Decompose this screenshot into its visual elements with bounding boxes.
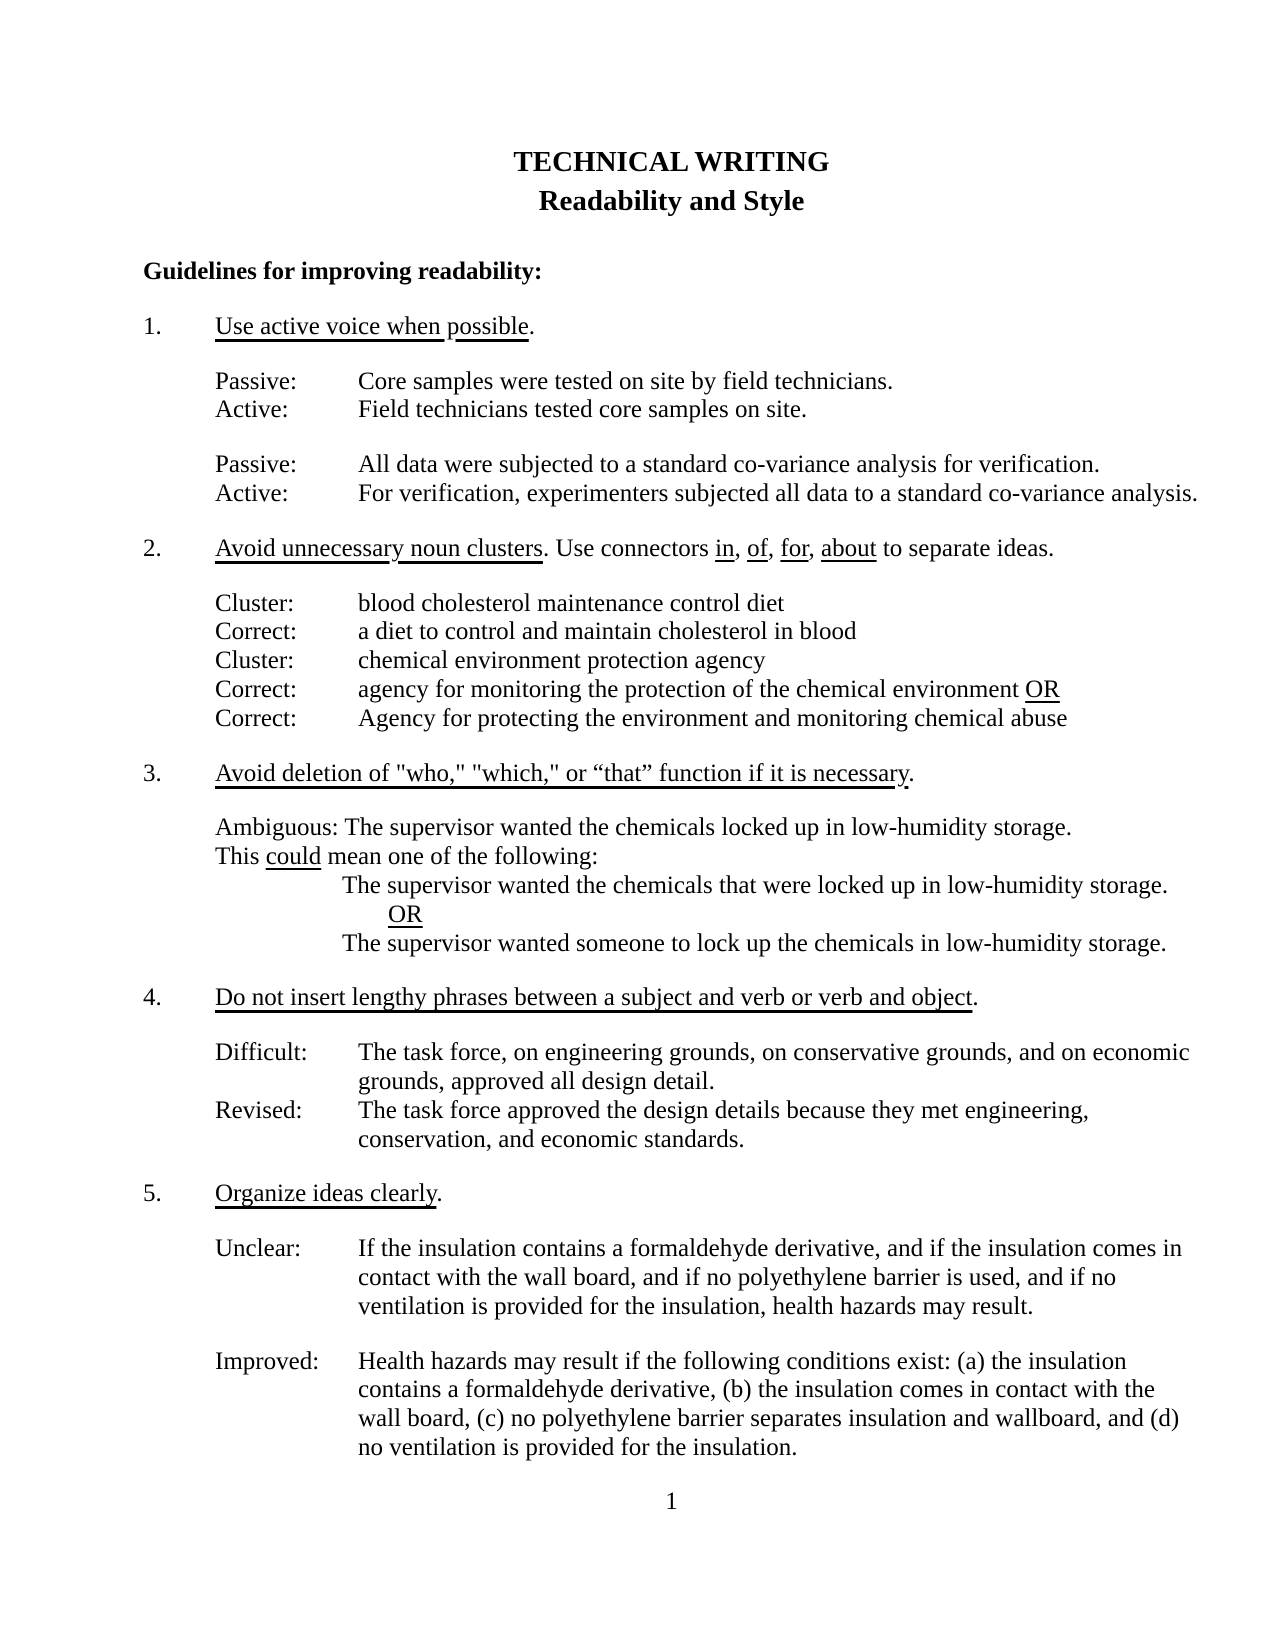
could-line: This could mean one of the following: [215,843,599,871]
guideline-5-number: 5. [143,1180,162,1208]
example-label: Active: [215,396,289,424]
option-line-2: The supervisor wanted someone to lock up the chemicals in low-humidity storage. [342,929,1167,957]
example-row [215,590,1200,619]
guideline-3-body [215,814,1200,958]
example-label: Passive: [215,451,297,479]
guideline-4-heading: Do not insert lengthy phrases between a subject and verb or verb and object. [215,984,979,1012]
example-row [215,1097,1200,1155]
page-subtitle: Readability and Style [538,185,805,217]
example-text: The task force approved the design details because they met engineering, conservation, and economic standards. [358,1096,1089,1153]
example-label: Difficult: [215,1039,308,1067]
example-row [215,1235,1200,1321]
guideline-1-examples-a [215,368,1200,426]
example-text: Health hazards may result if the following conditions exist: (a) the insulation contains a formaldehyde derivative, (b) the insulation comes in contact with the wall board, (c) no polyethylene barrier separates insulation and wallboard, and (d) no ventilation is provided for the insulation. [358,1347,1180,1461]
example-text: Field technicians tested core samples on site. [358,396,808,424]
example-row [215,1039,1200,1097]
page-number: 1 [665,1487,678,1515]
guideline-2-heading: Avoid unnecessary noun clusters. Use connectors in, of, for, about to separate ideas. [215,534,1055,562]
guideline-1-examples-b [215,451,1200,509]
example-label: Revised: [215,1096,303,1124]
guideline-2-number: 2. [143,534,162,562]
guideline-2-examples [215,590,1200,734]
guideline-4-examples [215,1039,1200,1154]
guideline-4-number: 4. [143,984,162,1012]
example-text: blood cholesterol maintenance control diet [358,589,785,617]
example-text: a diet to control and maintain cholesterol in blood [358,618,857,646]
example-label: Correct: [215,704,297,732]
guideline-4-heading-row [143,984,1200,1013]
guideline-1-heading-row [143,313,1200,342]
guideline-3-heading-row [143,760,1200,789]
example-label: Passive: [215,367,297,395]
guideline-5-heading: Organize ideas clearly. [215,1180,443,1208]
guideline-1-number: 1. [143,312,162,340]
example-label: Correct: [215,618,297,646]
example-label: Improved: [215,1347,320,1375]
example-text: The task force, on engineering grounds, on conservative grounds, and on economic grounds, approved all design detail. [358,1039,1190,1095]
example-row [215,396,1200,425]
intro-heading: Guidelines for improving readability: [143,258,543,285]
or-line: OR [388,900,423,928]
example-text: agency for monitoring the protection of the chemical environment OR [358,675,1060,703]
guideline-5-unclear [215,1235,1200,1321]
guideline-5-improved [215,1348,1200,1463]
example-label: Unclear: [215,1235,302,1263]
example-label: Cluster: [215,589,295,617]
guideline-5-heading-row [143,1180,1200,1209]
example-text: All data were subjected to a standard co-variance analysis for verification. [358,451,1101,479]
example-text: Agency for protecting the environment and monitoring chemical abuse [358,704,1068,732]
example-row [215,1348,1200,1463]
example-row [215,618,1200,647]
example-row [215,676,1200,705]
example-label: Cluster: [215,647,295,675]
option-line-1: The supervisor wanted the chemicals that were locked up in low-humidity storage. [342,871,1169,899]
example-row [215,705,1200,734]
page-title: TECHNICAL WRITING [513,146,830,178]
example-row [215,368,1200,397]
example-row [215,480,1200,509]
guideline-3-heading: Avoid deletion of "who," "which," or “that” function if it is necessary. [215,759,915,787]
example-label: Correct: [215,675,297,703]
example-label: Active: [215,479,289,507]
guideline-2-heading-row [143,535,1200,564]
example-row [215,647,1200,676]
example-text: If the insulation contains a formaldehyde derivative, and if the insulation comes in contact with the wall board, and if no polyethylene barrier is used, and if no ventilation is provided for the insulation, health hazards may result. [358,1235,1183,1320]
example-row [215,451,1200,480]
ambiguous-line: Ambiguous: The supervisor wanted the chemicals locked up in low-humidity storage. [215,814,1073,842]
guideline-3-number: 3. [143,759,162,787]
example-text: For verification, experimenters subjected all data to a standard co-variance analysis. [358,479,1198,507]
example-text: Core samples were tested on site by field technicians. [358,367,894,395]
title-block [143,143,1200,221]
example-text: chemical environment protection agency [358,647,766,675]
guideline-1-heading: Use active voice when possible. [215,312,536,340]
